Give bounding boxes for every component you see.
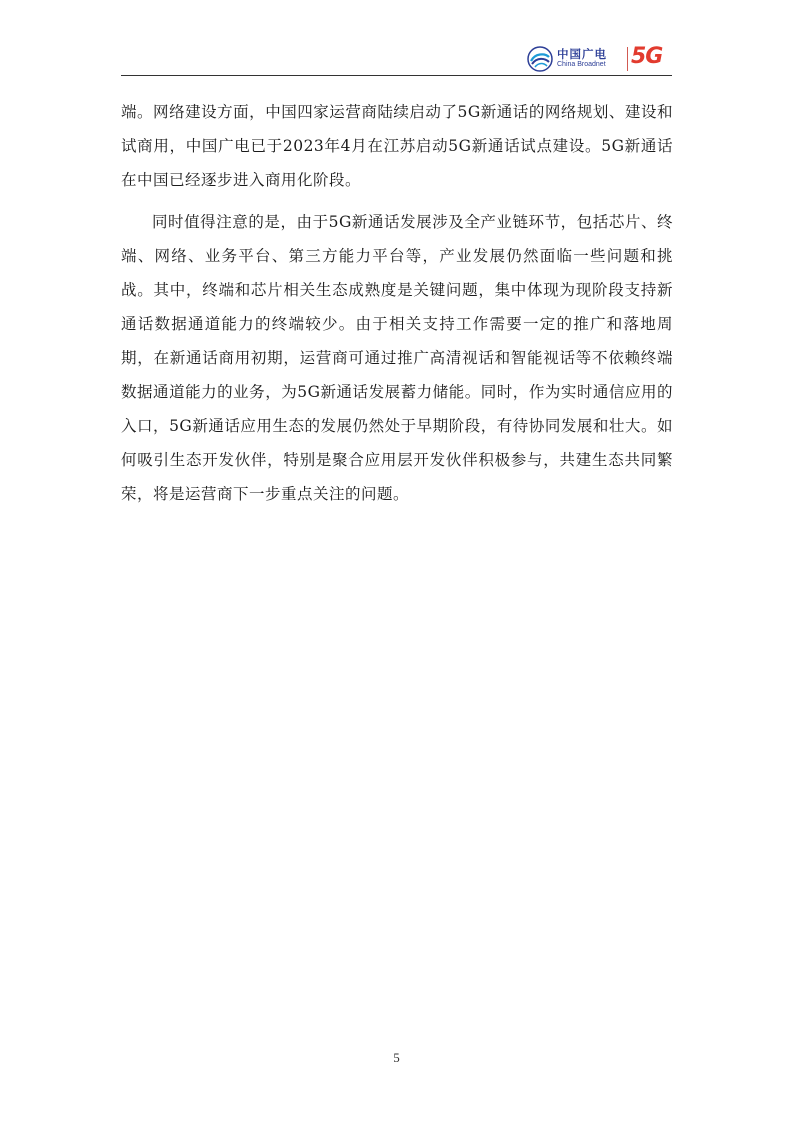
china-broadnet-logo [527, 44, 677, 74]
page-number: 5 [393, 1050, 400, 1065]
paragraph-continued: 端。网络建设方面，中国四家运营商陆续启动了5G新通话的网络规划、建设和试商用，中国广电已于2023年4月在江苏启动5G新通话试点建设。5G新通话在中国已经逐步进入商用化阶段。 [121, 103, 673, 189]
globe-logo-icon [527, 46, 553, 72]
body-text [121, 95, 673, 511]
5g-logo: 5G [631, 44, 663, 69]
logo-english-name: China Broadnet [557, 61, 606, 68]
logo-divider [627, 47, 628, 71]
paragraph: 同时值得注意的是，由于5G新通话发展涉及全产业链环节，包括芯片、终端、网络、业务平台、第三方能力平台等，产业发展仍然面临一些问题和挑战。其中，终端和芯片相关生态成熟度是关键问题，集中体现为现阶段支持新通话数据通道能力的终端较少。由于相关支持工作需要一定的推广和落地周期，在新通话商用初期，运营商可通过推广高清视话和智能视话等不依赖终端数据通道能力的业务，为5G新通话发展蓄力储能。同时，作为实时通信应用的入口，5G新通话应用生态的发展仍然处于早期阶段，有待协同发展和壮大。如何吸引生态开发伙伴，特别是聚合应用层开发伙伴积极参与，共建生态共同繁荣，将是运营商下一步重点关注的问题。 [121, 213, 673, 503]
page-header [0, 0, 793, 80]
header-rule [121, 75, 672, 76]
logo-chinese-name: 中国广电 [557, 47, 607, 61]
